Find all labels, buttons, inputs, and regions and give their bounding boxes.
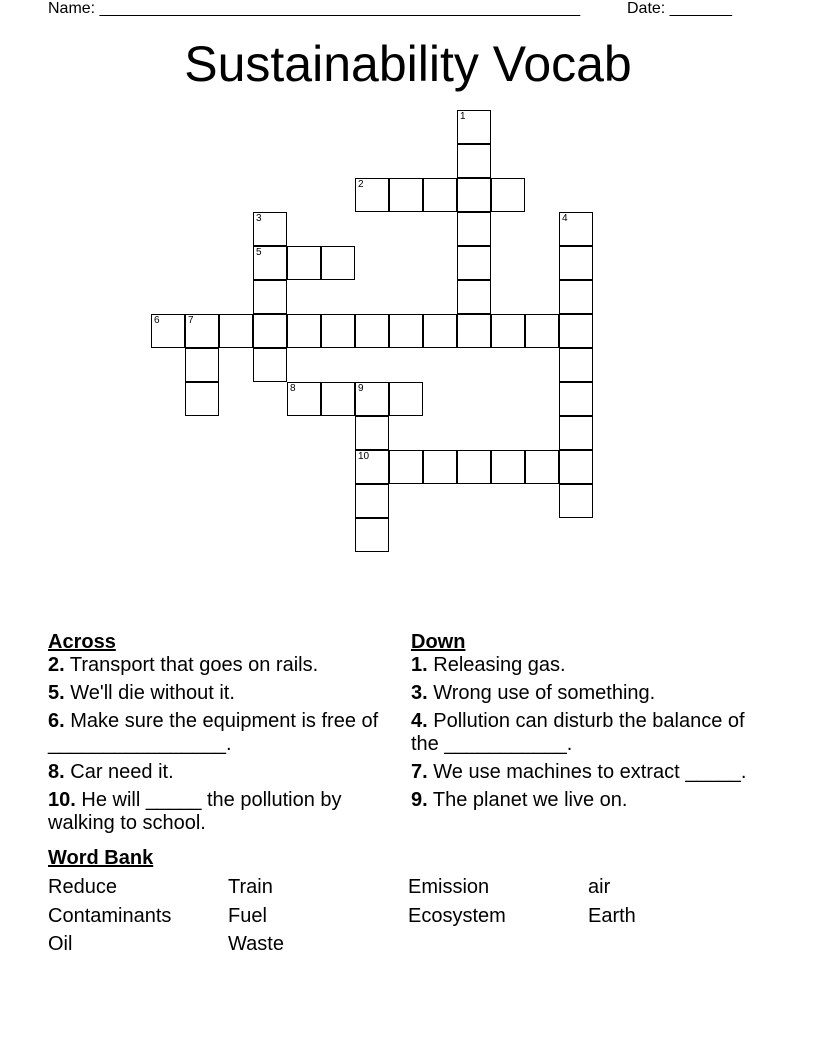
word-bank-heading: Word Bank	[48, 847, 154, 869]
crossword-cell[interactable]	[559, 314, 593, 348]
crossword-cell[interactable]	[423, 314, 457, 348]
crossword-cell[interactable]	[355, 382, 389, 416]
name-field: Name: ______________________________________________________	[48, 0, 581, 17]
crossword-cell[interactable]	[219, 314, 253, 348]
crossword-cell[interactable]	[253, 280, 287, 314]
crossword-cell[interactable]	[355, 178, 389, 212]
crossword-cell[interactable]	[559, 484, 593, 518]
crossword-cell[interactable]	[287, 314, 321, 348]
crossword-cell[interactable]	[321, 314, 355, 348]
crossword-cell[interactable]	[389, 178, 423, 212]
across-heading: Across	[48, 631, 116, 653]
crossword-cell[interactable]	[525, 450, 559, 484]
word-bank-item: Emission	[408, 876, 490, 898]
crossword-cell[interactable]	[491, 450, 525, 484]
crossword-cell[interactable]	[321, 382, 355, 416]
word-bank-item: Oil	[48, 933, 73, 955]
word-bank-item: Fuel	[228, 905, 267, 927]
crossword-cell[interactable]	[525, 314, 559, 348]
crossword-cell[interactable]	[185, 382, 219, 416]
crossword-cell[interactable]	[423, 178, 457, 212]
crossword-cell[interactable]	[253, 314, 287, 348]
crossword-cell[interactable]	[287, 382, 321, 416]
crossword-cell[interactable]	[355, 484, 389, 518]
down-clue: 9. The planet we live on.	[411, 789, 628, 811]
clue-number: 10	[358, 451, 370, 462]
down-heading: Down	[411, 631, 466, 653]
clue-number: 9	[358, 383, 364, 394]
crossword-cell[interactable]	[491, 178, 525, 212]
crossword-cell[interactable]	[389, 382, 423, 416]
crossword-cell[interactable]	[457, 246, 491, 280]
down-clue: 7. We use machines to extract _____.	[411, 761, 747, 783]
crossword-cell[interactable]	[457, 280, 491, 314]
clue-number: 2	[358, 179, 364, 190]
crossword-cell[interactable]	[185, 314, 219, 348]
crossword-cell[interactable]	[457, 314, 491, 348]
down-clues	[411, 630, 751, 817]
word-bank-item: Waste	[228, 933, 284, 955]
across-clue: 8. Car need it.	[48, 761, 174, 783]
across-clue: 5. We'll die without it.	[48, 682, 235, 704]
crossword-cell[interactable]	[389, 450, 423, 484]
date-field: Date: _______	[627, 0, 732, 17]
across-clue: 2. Transport that goes on rails.	[48, 654, 319, 676]
crossword-cell[interactable]	[253, 246, 287, 280]
word-bank-item: Reduce	[48, 876, 117, 898]
down-clue: 1. Releasing gas.	[411, 654, 566, 676]
crossword-cell[interactable]	[559, 416, 593, 450]
crossword-cell[interactable]	[559, 348, 593, 382]
crossword-cell[interactable]	[559, 280, 593, 314]
crossword-cell[interactable]	[423, 450, 457, 484]
word-bank-item: Earth	[588, 905, 636, 927]
crossword-cell[interactable]	[559, 382, 593, 416]
clue-number: 6	[154, 315, 160, 326]
crossword-cell[interactable]	[559, 450, 593, 484]
down-clue: 3. Wrong use of something.	[411, 682, 656, 704]
page-title: Sustainability Vocab	[184, 36, 632, 92]
clue-number: 3	[256, 213, 262, 224]
crossword-cell[interactable]	[253, 212, 287, 246]
down-clue: 4. Pollution can disturb the balance of the ___________.	[411, 710, 745, 755]
across-clue: 10. He will _____ the pollution by walking to school.	[48, 789, 342, 834]
crossword-cell[interactable]	[185, 348, 219, 382]
across-clue: 6. Make sure the equipment is free of ________________.	[48, 710, 379, 755]
crossword-cell[interactable]	[491, 314, 525, 348]
crossword-cell[interactable]	[457, 110, 491, 144]
crossword-cell[interactable]	[253, 348, 287, 382]
crossword-cell[interactable]	[287, 246, 321, 280]
crossword-cell[interactable]	[355, 416, 389, 450]
crossword-cell[interactable]	[355, 518, 389, 552]
crossword-cell[interactable]	[457, 212, 491, 246]
word-bank-item: Train	[228, 876, 273, 898]
crossword-cell[interactable]	[457, 450, 491, 484]
across-clues	[48, 630, 393, 840]
crossword-cell[interactable]	[457, 178, 491, 212]
crossword-cell[interactable]	[355, 314, 389, 348]
crossword-cell[interactable]	[559, 246, 593, 280]
clue-number: 5	[256, 247, 262, 258]
word-bank-item: Contaminants	[48, 905, 172, 927]
crossword-cell[interactable]	[389, 314, 423, 348]
crossword-cell[interactable]	[151, 314, 185, 348]
word-bank-item: Ecosystem	[408, 905, 506, 927]
crossword-cell[interactable]	[559, 212, 593, 246]
crossword-cell[interactable]	[321, 246, 355, 280]
word-bank-item: air	[588, 876, 611, 898]
clue-number: 7	[188, 315, 194, 326]
clue-number: 8	[290, 383, 296, 394]
clue-number: 4	[562, 213, 568, 224]
clue-number: 1	[460, 111, 466, 122]
crossword-cell[interactable]	[457, 144, 491, 178]
crossword-cell[interactable]	[355, 450, 389, 484]
